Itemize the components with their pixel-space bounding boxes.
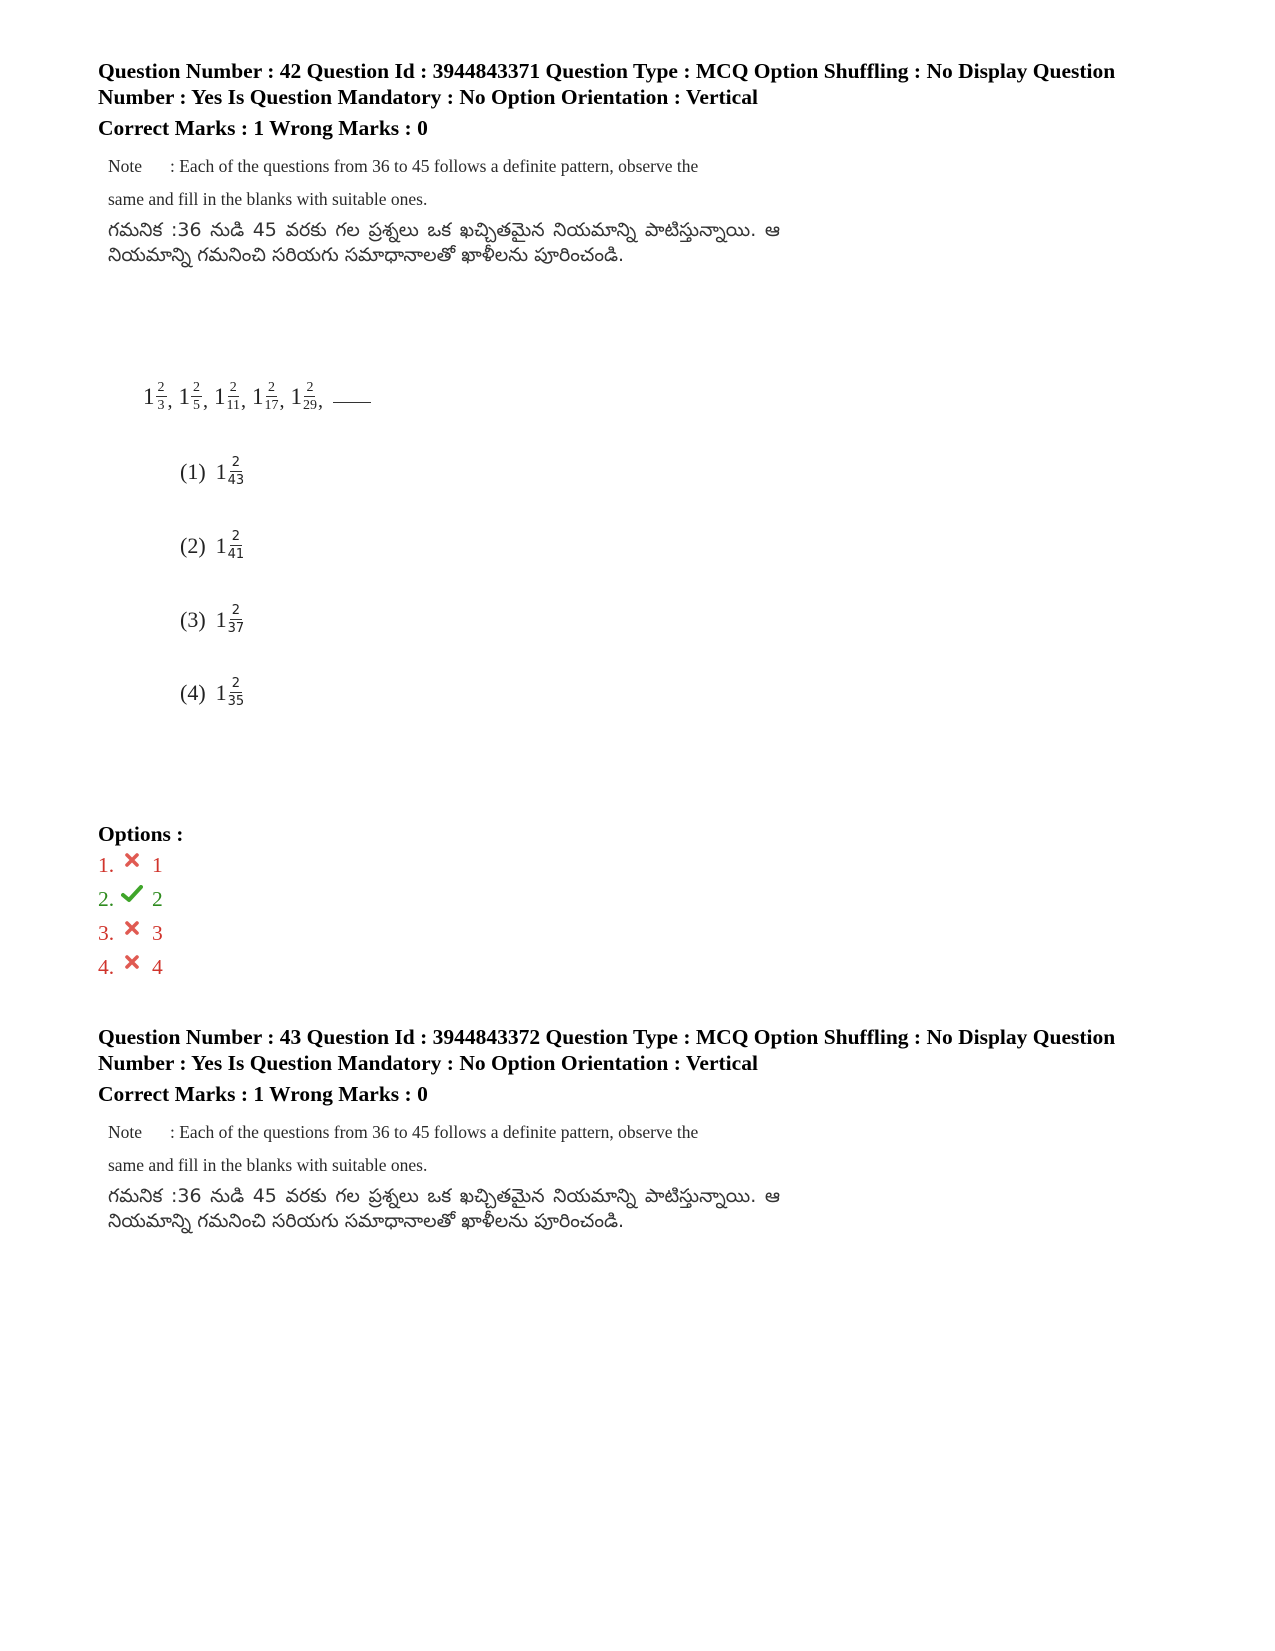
q42-choice-4: (4) 1 $\frac{2}{35}$ <box>180 676 245 709</box>
check-icon <box>120 885 144 903</box>
q43-note-line1: : Each of the questions from 36 to 45 follows a definite pattern, observe the <box>170 1122 699 1142</box>
q42-note-telugu: గమనిక :36 నుడి 45 వరకు గల ప్రశ్నలు ఒక ఖచ్చితమైన నియమాన్ని పాటిస్తున్నాయి. ఆ నియమాన్ని గమనించి సరియగు సమాధానాలతో ఖాళీలను పూరించండి. <box>108 219 780 266</box>
series-term-4: 1 $\frac{2}{17}$ <box>251 380 279 413</box>
q42-answer-4: 4. 4 <box>98 955 163 979</box>
series-term-2: 1 $\frac{2}{5}$ <box>178 380 200 413</box>
cross-icon <box>120 852 144 868</box>
series-term-1: 1 $\frac{2}{3}$ <box>143 380 165 413</box>
q42-header <box>98 58 1208 110</box>
q43-header <box>98 1024 1208 1076</box>
cross-icon <box>120 920 144 936</box>
q43-note-label: Note <box>108 1122 143 1142</box>
q42-marks: Correct Marks : 1 Wrong Marks : 0 <box>98 116 428 140</box>
q43-header-line1: Question Number : 43 Question Id : 3944843372 Question Type : MCQ Option Shuffling : No Display Question <box>98 1025 1116 1049</box>
q42-header-line2: Number : Yes Is Question Mandatory : No Option Orientation : Vertical <box>98 85 758 109</box>
q42-answer-3: 3. 3 <box>98 921 163 945</box>
cross-icon <box>120 954 144 970</box>
q42-note <box>100 150 780 268</box>
series-term-3: 1 $\frac{2}{11}$ <box>214 380 240 413</box>
q42-answer-2: 2. 2 <box>98 887 163 912</box>
series-term-5: 1 $\frac{2}{29}$ <box>290 380 317 413</box>
q42-header-line1: Question Number : 42 Question Id : 3944843371 Question Type : MCQ Option Shuffling : No Display Question <box>98 59 1116 83</box>
q42-choice-2: (2) 1 $\frac{2}{41}$ <box>180 529 245 562</box>
q43-note <box>100 1116 780 1234</box>
q42-options-title: Options : <box>98 822 184 846</box>
q42-note-line2: same and fill in the blanks with suitable ones. <box>108 189 428 209</box>
q42-note-label: Note <box>108 156 143 176</box>
q43-note-telugu: గమనిక :36 నుడి 45 వరకు గల ప్రశ్నలు ఒక ఖచ్చితమైన నియమాన్ని పాటిస్తున్నాయి. ఆ నియమాన్ని గమనించి సరియగు సమాధానాలతో ఖాళీలను పూరించండి. <box>108 1185 780 1232</box>
q42-note-english <box>100 150 780 216</box>
q42-note-line1: : Each of the questions from 36 to 45 follows a definite pattern, observe the <box>170 156 699 176</box>
q42-choice-3: (3) 1 $\frac{2}{37}$ <box>180 603 245 636</box>
q42-choice-1: (1) 1 $\frac{2}{43}$ <box>180 455 245 488</box>
q43-note-line2: same and fill in the blanks with suitable ones. <box>108 1155 428 1175</box>
series-blank <box>333 402 371 403</box>
q43-note-english <box>100 1116 780 1182</box>
q42-answer-1: 1. 1 <box>98 853 163 877</box>
q42-number-series: 1 $\frac{2}{3}$ , 1 $\frac{2}{5}$ , 1 $\frac{2}{11}$ , 1 $\frac{2}{17}$ , 1 $\frac{2}{29}$ , <box>143 380 371 413</box>
q43-marks: Correct Marks : 1 Wrong Marks : 0 <box>98 1082 428 1106</box>
q43-header-line2: Number : Yes Is Question Mandatory : No Option Orientation : Vertical <box>98 1051 758 1075</box>
